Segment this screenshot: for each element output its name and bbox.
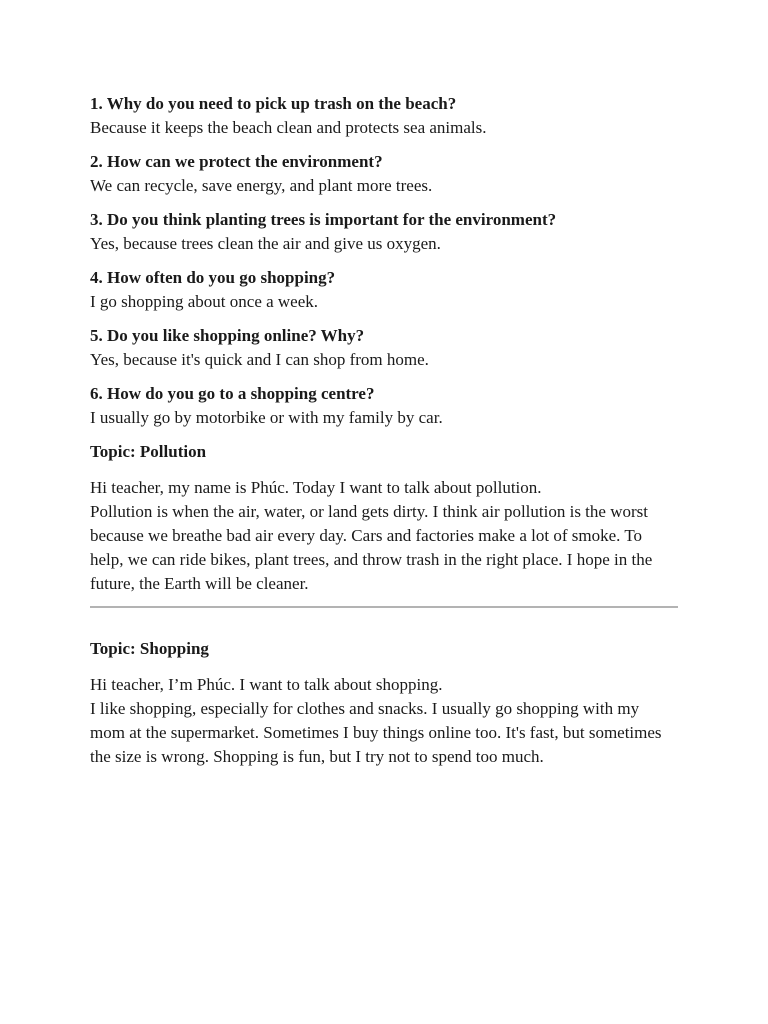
shopping-section (90, 637, 678, 769)
question-3: 3. Do you think planting trees is important for the environment? (90, 210, 557, 229)
pollution-body: Pollution is when the air, water, or land gets dirty. I think air pollution is the worst because we breathe bad air every day. Cars and factories make a lot of smoke. To help, we can ride bikes, plant trees, and throw trash in the right place. I hope in the future, the Earth will be cleaner. (90, 502, 653, 593)
qa-item-5 (90, 324, 678, 372)
pollution-intro: Hi teacher, my name is Phúc. Today I want to talk about pollution. (90, 478, 542, 497)
answer-3: Yes, because trees clean the air and give us oxygen. (90, 234, 441, 253)
qa-item-4 (90, 266, 678, 314)
answer-1: Because it keeps the beach clean and protects sea animals. (90, 118, 487, 137)
question-6: 6. How do you go to a shopping centre? (90, 384, 375, 403)
answer-6: I usually go by motorbike or with my family by car. (90, 408, 443, 427)
shopping-title: Topic: Shopping (90, 639, 209, 658)
pollution-section (90, 440, 678, 596)
question-5: 5. Do you like shopping online? Why? (90, 326, 365, 345)
answer-4: I go shopping about once a week. (90, 292, 319, 311)
qa-item-2 (90, 150, 678, 198)
qa-item-1 (90, 92, 678, 140)
answer-2: We can recycle, save energy, and plant more trees. (90, 176, 433, 195)
shopping-intro: Hi teacher, I’m Phúc. I want to talk about shopping. (90, 675, 443, 694)
shopping-body: I like shopping, especially for clothes and snacks. I usually go shopping with my mom at the supermarket. Sometimes I buy things online too. It's fast, but sometimes the size is wrong. Shopping is fun, but I try not to spend too much. (90, 699, 662, 766)
qa-item-6 (90, 382, 678, 430)
question-2: 2. How can we protect the environment? (90, 152, 383, 171)
pollution-title: Topic: Pollution (90, 442, 207, 461)
section-divider (90, 606, 678, 608)
question-1: 1. Why do you need to pick up trash on the beach? (90, 94, 457, 113)
answer-5: Yes, because it's quick and I can shop from home. (90, 350, 429, 369)
qa-item-3 (90, 208, 678, 256)
question-4: 4. How often do you go shopping? (90, 268, 336, 287)
